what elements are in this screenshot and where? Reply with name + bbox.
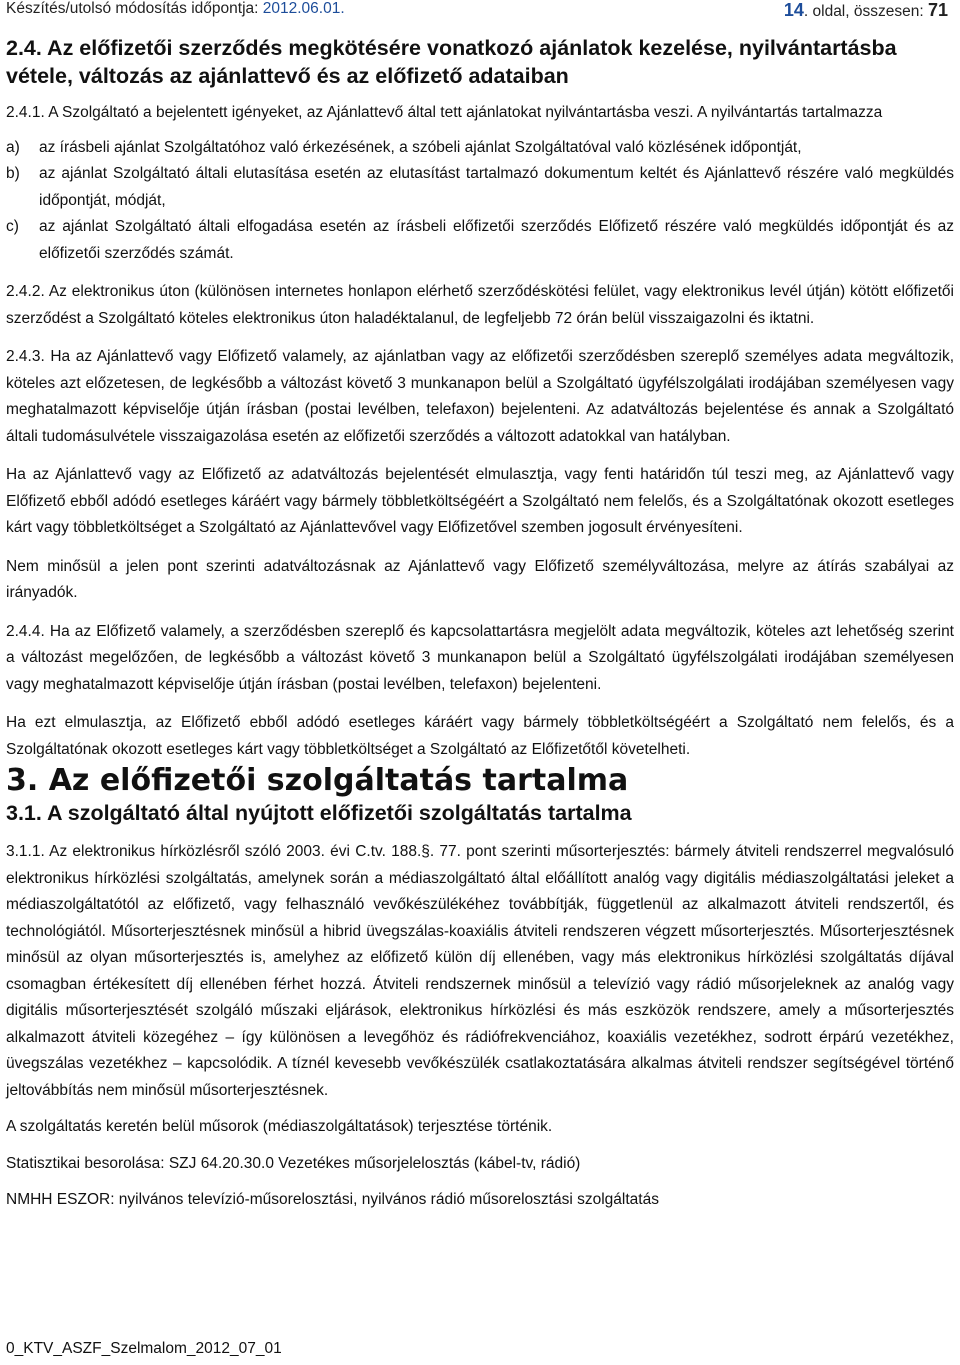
paragraph-programs: A szolgáltatás keretén belül műsorok (médiaszolgáltatások) terjesztése történik. [6,1118,553,1135]
section-3-heading: 3. Az előfizetői szolgáltatás tartalma [6,763,629,798]
header-page-label: . oldal, összesen: [803,3,928,20]
records-list [6,135,954,268]
header-modified-label: Készítés/utolsó módosítás időpontja: [6,0,263,17]
paragraph-statistics: Statisztikai besorolása: SZJ 64.20.30.0 Vezetékes műsorjelelosztás (kábel-tv, rádió) [6,1154,581,1172]
list-item [6,214,954,267]
list-item-text: az írásbeli ajánlat Szolgáltatóhoz való érkezésének, a szóbeli ajánlat Szolgáltatóval való közlésének időpontját, [39,138,802,156]
header-page-total: 71 [927,0,948,20]
list-item [6,135,954,162]
header-date: 2012.06.01. [262,0,345,17]
list-item-label: c) [6,218,19,235]
list-item-text: az ajánlat Szolgáltató általi elutasítása esetén az elutasítást tartalmazó dokumentum keltét és Ajánlattevő részére való megküldés időpontját, módját, [39,165,954,209]
paragraph-2-4-3-c: Nem minősül a jelen pont szerinti adatváltozásnak az Ajánlattevő vagy Előfizető személyváltozása, melyre az átírás szabályai az irányadók. [6,557,954,601]
paragraph-nmhh: NMHH ESZOR: nyilvános televízió-műsorelosztási, nyilvános rádió műsorelosztási szolgáltatás [6,1191,659,1208]
page-footer-doc-id: 0_KTV_ASZF_Szelmalom_2012_07_01 [6,1340,282,1357]
paragraph-2-4-4: 2.4.4. Ha az Előfizető valamely, a szerződésben szereplő és kapcsolattartásra megjelölt adata megváltozik, köteles azt lehetőség szerint a változást megelőzően, de legkésőbb a változást követő 3 munkanapon belül a Szolgáltató ügyfélszolgálati irodájában személyesen vagy meghatalmazott képviselője útján írásban (postai levélben, telefaxon) bejelenteni. [6,622,954,693]
paragraph-2-4-4-b: Ha ezt elmulasztja, az Előfizető ebből adódó esetleges káráért vagy bármely többletköltségéért a Szolgáltató nem felelős, és a Szolgáltatónak okozott esetleges kárt vagy többletköltséget a Szolgáltató az Előfizetőtől követelheti. [6,714,954,758]
header-page-number: 14 [783,0,804,20]
document-body [6,34,954,1214]
list-item-text: az ajánlat Szolgáltató általi elfogadása esetén az írásbeli előfizetői szerződés Előfizető részére való megküldés időpontját és az előfizetői szerződés számát. [39,218,954,262]
section-2-4-heading: 2.4. Az előfizetői szerződés megkötésére vonatkozó ajánlatok kezelése, nyilvántartásba vétele, változás az ajánlattevő és az előfizető adataiban [6,36,897,88]
paragraph-2-4-1: 2.4.1. A Szolgáltató a bejelentett igényeket, az Ajánlattevő által tett ajánlatokat nyilvántartásba veszi. A nyilvántartás tartalmazza [6,104,883,121]
list-item-label: b) [6,165,20,182]
list-item [6,161,954,214]
paragraph-2-4-3-b: Ha az Ajánlattevő vagy az Előfizető az adatváltozás bejelentését elmulasztja, vagy fenti határidőn túl teszi meg, az Ajánlattevő vagy Előfizető ebből adódó esetleges káráért vagy bármely többletköltségéért a Szolgáltató nem felelős, és a Szolgáltatónak okozott esetleges kárt vagy többletköltséget a Szolgáltató az Ajánlattevővel vagy Előfizetővel szemben jogosult érvényesíteni. [6,466,954,536]
section-3-1-heading: 3.1. A szolgáltató által nyújtott előfizetői szolgáltatás tartalma [6,801,632,825]
page-header-left [6,0,345,18]
paragraph-2-4-3: 2.4.3. Ha az Ajánlattevő vagy Előfizető valamely, az ajánlatban vagy az előfizetői szerződésben szereplő személyes adata megváltozik, köteles azt előzetesen, de legkésőbb a változást követő 3 munkanapon belül a Szolgáltató ügyfélszolgálati irodájában személyesen vagy meghatalmazott képviselője útján írásban (postai levélben, telefaxon) bejelenteni. Az adatváltozás bejelentése és annak a Szolgáltató általi tudomásulvétele visszaigazolása esetén az előfizetői szerződés a változott adatokkal van hatályban. [6,348,954,445]
list-item-label: a) [6,138,20,156]
paragraph-3-1-1: 3.1.1. Az elektronikus hírközlésről szóló 2003. évi C.tv. 188.§. 77. pont szerinti műsorterjesztés: bármely átviteli rendszerrel megvalósuló elektronikus hírközlési szolgáltatás, amelynek során a médiaszolgáltató által előállított analóg vagy digitális médiaszolgáltatási jeleket a médiaszolgáltatótól az előfizető, vagy felhasználó vevőkészülékéhez továbbítják, függetlenül az alkalmazott átviteli rendszertől, és technológiától. Műsorterjesztésnek minősül a hibrid üvegszálas-koaxiális átviteli rendszeren végzett műsorterjesztés. Műsorterjesztésnek minősül az olyan műsorterjesztés is, amelyhez az előfizető külön díj ellenében, vagy más elektronikus hírközlési szolgáltatás díjával csomagban értékesített díj ellenében férhet hozzá. Átviteli rendszernek minősül a televízió vagy rádió műsorjeleknek az analóg vagy digitális műsorterjesztését szolgáló műszaki eljárások, elektronikus hírközlési és más eszközök rendszere, amely a műsorterjesztés alkalmazott átviteli közegéhez – így különösen a levegőhöz és rádiófrekvenciához, koaxiális vezetékhez, sodrott érpárú vezetékhez, üvegszálas vezetékhez – kapcsolódik. A tíznél kevesebb vevőkészülék csatlakoztatására alkalmas átviteli rendszer segítségével történő jeltovábbítás nem minősül műsorterjesztésnek. [6,843,954,1099]
page-header-right [784,0,948,21]
paragraph-2-4-2: 2.4.2. Az elektronikus úton (különösen internetes honlapon elérhető szerződéskötési felület, vagy elektronikus levél útján) kötött előfizetői szerződést a Szolgáltató köteles elektronikus úton haladéktalanul, de legfeljebb 72 órán belül visszaigazolni és iktatni. [6,283,954,327]
